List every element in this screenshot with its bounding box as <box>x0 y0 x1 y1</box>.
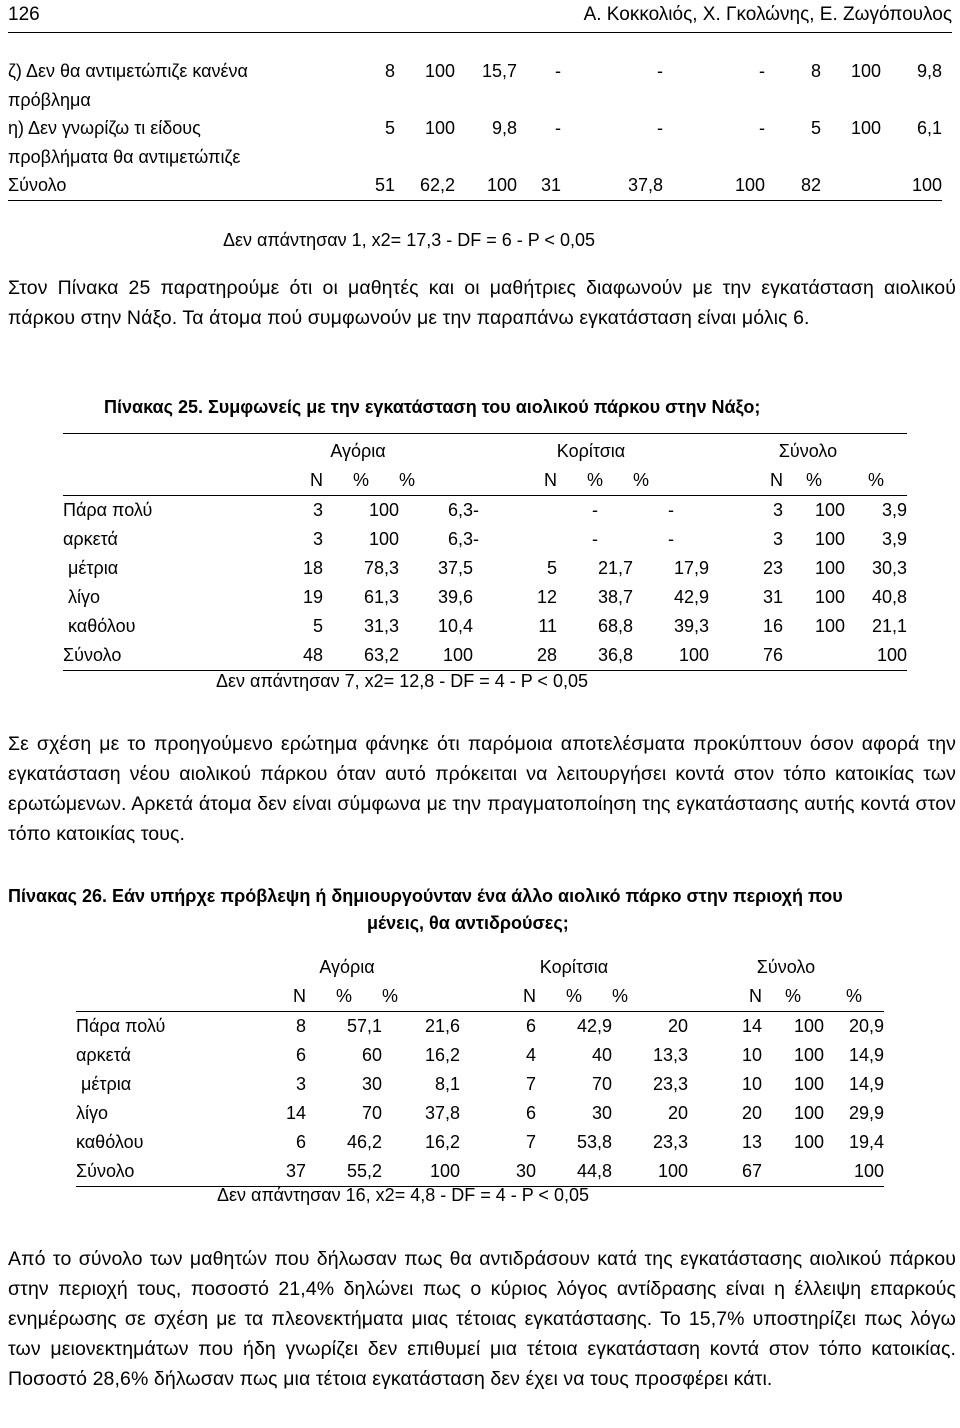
cell: 16,2 <box>424 1132 460 1152</box>
table-26 <box>76 947 884 1192</box>
cell: 3,9 <box>881 529 907 549</box>
cell: 5 <box>546 558 557 578</box>
cell: 37,8 <box>561 171 663 200</box>
cell: 20,9 <box>848 1016 884 1036</box>
paragraph-1: Στον Πίνακα 25 παρατηρούμε ότι οι μαθητές και οι μαθήτριες διαφωνούν με την εγκατάσταση αιολικού πάρκου στην Νάξο. Τα άτομα πού συμφωνούν με την παραπάνω εγκατάσταση είναι μόλις 6. <box>8 277 956 329</box>
table-row <box>63 496 907 526</box>
row-label: λίγο <box>63 587 101 607</box>
subheader-cell: % <box>633 466 709 496</box>
table-row <box>76 1128 884 1157</box>
row-label: Πάρα πολύ <box>76 1016 166 1036</box>
cell: - <box>473 529 479 549</box>
cell: 30 <box>460 1157 536 1187</box>
cell: 3,9 <box>881 500 907 520</box>
cell: 37,5 <box>437 558 473 578</box>
cell: 3 <box>312 529 323 549</box>
cell: 44,8 <box>536 1157 612 1187</box>
table-previous-stat: Δεν απάντησαν 1, x2= 17,3 - DF = 6 - P < 0,05 <box>223 230 595 250</box>
cell: 100 <box>424 118 455 138</box>
group-header-girls: Κορίτσια <box>556 441 626 461</box>
row-label: Σύνολο <box>8 171 273 200</box>
table-row-total <box>76 1157 884 1187</box>
cell: 100 <box>368 529 399 549</box>
table-group-header <box>63 437 907 466</box>
table-row <box>8 57 942 114</box>
cell: 46,2 <box>346 1132 382 1152</box>
cell: 100 <box>850 118 881 138</box>
cell: 100 <box>368 500 399 520</box>
cell: 7 <box>525 1074 536 1094</box>
cell: 18 <box>302 558 323 578</box>
subheader-cell: % <box>323 466 399 496</box>
cell: 15,7 <box>481 61 517 81</box>
cell: - <box>592 500 598 520</box>
table-group-header <box>76 953 884 982</box>
cell: 5 <box>384 118 395 138</box>
cell: 21,6 <box>424 1016 460 1036</box>
table-row <box>63 583 907 612</box>
cell: 30 <box>361 1074 382 1094</box>
cell: 78,3 <box>363 558 399 578</box>
cell: 38,7 <box>597 587 633 607</box>
cell: 31,3 <box>363 616 399 636</box>
cell: 100 <box>793 1016 824 1036</box>
cell: 100 <box>845 641 907 671</box>
cell: 19 <box>302 587 323 607</box>
cell: 100 <box>793 1045 824 1065</box>
cell: 37 <box>234 1157 306 1187</box>
table-row-total <box>8 171 942 200</box>
row-label: μέτρια <box>76 1074 132 1094</box>
cell: - <box>657 118 663 138</box>
table-26-stat: Δεν απάντησαν 16, x2= 4,8 - DF = 4 - P < 0,05 <box>217 1185 589 1205</box>
cell: 39,3 <box>673 616 709 636</box>
subheader-cell: Ν <box>709 466 783 496</box>
cell: 3 <box>772 500 783 520</box>
table-top-rule <box>63 433 907 434</box>
cell: 30 <box>591 1103 612 1123</box>
cell: 13,3 <box>652 1045 688 1065</box>
cell: - <box>668 500 674 520</box>
cell: 8 <box>295 1016 306 1036</box>
cell: 20 <box>667 1103 688 1123</box>
row-label: αρκετά <box>76 1045 131 1065</box>
cell: 100 <box>814 587 845 607</box>
cell: 23 <box>762 558 783 578</box>
cell: 23,3 <box>652 1074 688 1094</box>
cell: 30,3 <box>871 558 907 578</box>
cell: 39,6 <box>437 587 473 607</box>
cell: 100 <box>455 171 517 200</box>
cell: 17,9 <box>673 558 709 578</box>
cell: 6 <box>295 1132 306 1152</box>
cell: 21,1 <box>871 616 907 636</box>
cell: 100 <box>793 1132 824 1152</box>
cell: 76 <box>709 641 783 671</box>
row-label: Σύνολο <box>76 1157 234 1187</box>
cell: 40 <box>591 1045 612 1065</box>
cell: 29,9 <box>848 1103 884 1123</box>
cell: 10 <box>741 1045 762 1065</box>
group-header-boys: Αγόρια <box>330 441 386 461</box>
cell: 5 <box>312 616 323 636</box>
cell: 14 <box>285 1103 306 1123</box>
cell: - <box>555 61 561 81</box>
cell: 21,7 <box>597 558 633 578</box>
paragraph-2: Σε σχέση με το προηγούμενο ερώτημα φάνηκε ότι παρόμοια αποτελέσματα προκύπτουν όσον αφορά την εγκατάσταση νέου αιολικού πάρκου όταν αυτό πρόκειται να λειτουργήσει κοντά στον τόπο κατοικίας των ερωτώμενων. Αρκετά άτομα δεν είναι σύμφωνα με την πραγματοποίηση της εγκατάστασης αυτής κοντά στον τόπο κατοικίας τους. <box>8 733 956 845</box>
cell: 9,8 <box>491 118 517 138</box>
subheader-cell: Ν <box>460 982 536 1012</box>
cell: 100 <box>793 1074 824 1094</box>
cell: 82 <box>765 171 821 200</box>
cell: 14 <box>741 1016 762 1036</box>
cell: 100 <box>424 61 455 81</box>
cell: 61,3 <box>363 587 399 607</box>
cell: 100 <box>814 529 845 549</box>
cell: 63,2 <box>323 641 399 671</box>
cell: 100 <box>850 61 881 81</box>
cell: - <box>592 529 598 549</box>
cell: 5 <box>810 118 821 138</box>
cell: - <box>759 118 765 138</box>
cell: 28 <box>473 641 557 671</box>
cell: 20 <box>741 1103 762 1123</box>
table-25-caption: Πίνακας 25. Συμφωνείς με την εγκατάσταση του αιολικού πάρκου στην Νάξο; <box>104 397 761 417</box>
cell: 3 <box>295 1074 306 1094</box>
cell: 100 <box>633 641 709 671</box>
header-authors: Α. Κοκκολιός, Χ. Γκολώνης, Ε. Ζωγόπουλος <box>583 4 952 25</box>
cell: - <box>473 500 479 520</box>
subheader-cell: % <box>557 466 633 496</box>
cell: 16 <box>762 616 783 636</box>
cell: 12 <box>536 587 557 607</box>
cell <box>821 171 881 200</box>
cell: 14,9 <box>848 1045 884 1065</box>
cell: 68,8 <box>597 616 633 636</box>
cell: 100 <box>881 171 942 200</box>
table-row <box>76 1099 884 1128</box>
paragraph-3: Από το σύνολο των μαθητών που δήλωσαν πως θα αντιδράσουν κατά της εγκατάστασης αιολικού πάρκου στην περιοχή τους, ποσοστό 21,4% δηλώνει πως ο κύριος λόγος αντίδρασης είναι η έλλειψη επαρκούς ενημέρωσης σε σχέση με τα πλεονεκτήματα μιας τέτοιας εγκατάστασης. Το 15,7% υποστηρίζει πως λόγω των μειονεκτημάτων που ήδη γνωρίζει δεν επιθυμεί μια τέτοια εγκατάσταση κοντά στον τόπο κατοικίας. Ποσοστό 28,6% δήλωσαν πως μια τέτοια εγκατάσταση δεν έχει να τους προσφέρει κάτι. <box>8 1248 956 1390</box>
table-25 <box>63 433 907 703</box>
cell: 6,3 <box>447 500 473 520</box>
cell: 8 <box>810 61 821 81</box>
cell: 11 <box>538 616 557 636</box>
cell: 100 <box>814 558 845 578</box>
subheader-cell: % <box>612 982 688 1012</box>
cell: 70 <box>591 1074 612 1094</box>
cell: 57,1 <box>346 1016 382 1036</box>
page-header <box>8 0 952 33</box>
cell: 70 <box>361 1103 382 1123</box>
cell: 8,1 <box>434 1074 460 1094</box>
group-header-total: Σύνολο <box>756 957 816 977</box>
cell: 20 <box>667 1016 688 1036</box>
cell: 3 <box>312 500 323 520</box>
cell: 100 <box>612 1157 688 1187</box>
subheader-cell: % <box>824 982 884 1012</box>
cell: 42,9 <box>673 587 709 607</box>
cell: 23,3 <box>652 1132 688 1152</box>
cell: 7 <box>525 1132 536 1152</box>
cell: 19,4 <box>848 1132 884 1152</box>
table-row <box>76 1012 884 1042</box>
cell <box>762 1157 824 1187</box>
cell: 100 <box>814 616 845 636</box>
subheader-cell: Ν <box>473 466 557 496</box>
cell: 60 <box>361 1045 382 1065</box>
subheader-cell: % <box>306 982 382 1012</box>
cell: - <box>555 118 561 138</box>
table-subheader <box>76 982 884 1012</box>
cell: 31 <box>762 587 783 607</box>
cell: 100 <box>824 1157 884 1187</box>
cell: 9,8 <box>916 61 942 81</box>
cell: 16,2 <box>424 1045 460 1065</box>
cell: 6,3 <box>447 529 473 549</box>
row-label: ζ) Δεν θα αντιμετώπιζε κανένα πρόβλημα <box>8 61 248 110</box>
cell: 100 <box>814 500 845 520</box>
cell: 31 <box>517 171 561 200</box>
subheader-cell: % <box>845 466 907 496</box>
group-header-girls: Κορίτσια <box>539 957 609 977</box>
table-row <box>8 114 942 171</box>
cell: 36,8 <box>557 641 633 671</box>
row-label: μέτρια <box>63 558 119 578</box>
table-row <box>76 1070 884 1099</box>
cell: 10,4 <box>437 616 473 636</box>
cell: 37,8 <box>424 1103 460 1123</box>
row-label: καθόλου <box>76 1132 144 1152</box>
cell: 13 <box>741 1132 762 1152</box>
table-25-stat: Δεν απάντησαν 7, x2= 12,8 - DF = 4 - P < 0,05 <box>216 671 588 691</box>
cell: 55,2 <box>306 1157 382 1187</box>
cell: 14,9 <box>848 1074 884 1094</box>
subheader-cell: % <box>762 982 824 1012</box>
row-label: λίγο <box>76 1103 109 1123</box>
table-previous-continuation <box>8 57 942 201</box>
cell: 4 <box>525 1045 536 1065</box>
table-subheader <box>63 466 907 496</box>
cell: 3 <box>772 529 783 549</box>
row-label: Πάρα πολύ <box>63 500 153 520</box>
cell: 100 <box>793 1103 824 1123</box>
cell: 8 <box>384 61 395 81</box>
cell: 10 <box>741 1074 762 1094</box>
page-number: 126 <box>8 4 40 25</box>
cell: 100 <box>663 171 765 200</box>
subheader-cell: % <box>399 466 473 496</box>
row-label: αρκετά <box>63 529 118 549</box>
cell <box>783 641 845 671</box>
group-header-boys: Αγόρια <box>319 957 375 977</box>
subheader-cell: Ν <box>688 982 762 1012</box>
cell: 6,1 <box>916 118 942 138</box>
cell: - <box>657 61 663 81</box>
table-row <box>63 554 907 583</box>
cell: 53,8 <box>576 1132 612 1152</box>
table-26-caption-line-2: μένεις, θα αντιδρούσες; <box>367 913 569 933</box>
cell: 100 <box>382 1157 460 1187</box>
row-label: η) Δεν γνωρίζω τι είδους προβλήματα θα αντιμετώπιζε <box>8 118 241 167</box>
subheader-cell: % <box>536 982 612 1012</box>
cell: 6 <box>525 1103 536 1123</box>
subheader-cell: % <box>783 466 845 496</box>
cell: 62,2 <box>395 171 455 200</box>
table-26-caption-line-1: Πίνακας 26. Εάν υπήρχε πρόβλεψη ή δημιουργούνταν ένα άλλο αιολικό πάρκο στην περιοχή που <box>8 886 843 906</box>
cell: 51 <box>273 171 395 200</box>
cell: - <box>759 61 765 81</box>
cell: 67 <box>688 1157 762 1187</box>
cell: 6 <box>295 1045 306 1065</box>
cell: 6 <box>525 1016 536 1036</box>
subheader-cell: Ν <box>234 982 306 1012</box>
table-row-total <box>63 641 907 671</box>
row-label: Σύνολο <box>63 641 243 671</box>
subheader-cell: % <box>382 982 460 1012</box>
group-header-total: Σύνολο <box>778 441 838 461</box>
table-row <box>63 525 907 554</box>
cell: 100 <box>399 641 473 671</box>
table-row <box>76 1041 884 1070</box>
cell: 40,8 <box>871 587 907 607</box>
cell: - <box>668 529 674 549</box>
row-label: καθόλου <box>63 616 136 636</box>
subheader-cell: Ν <box>243 466 323 496</box>
table-row <box>63 612 907 641</box>
cell: 48 <box>243 641 323 671</box>
cell: 42,9 <box>576 1016 612 1036</box>
